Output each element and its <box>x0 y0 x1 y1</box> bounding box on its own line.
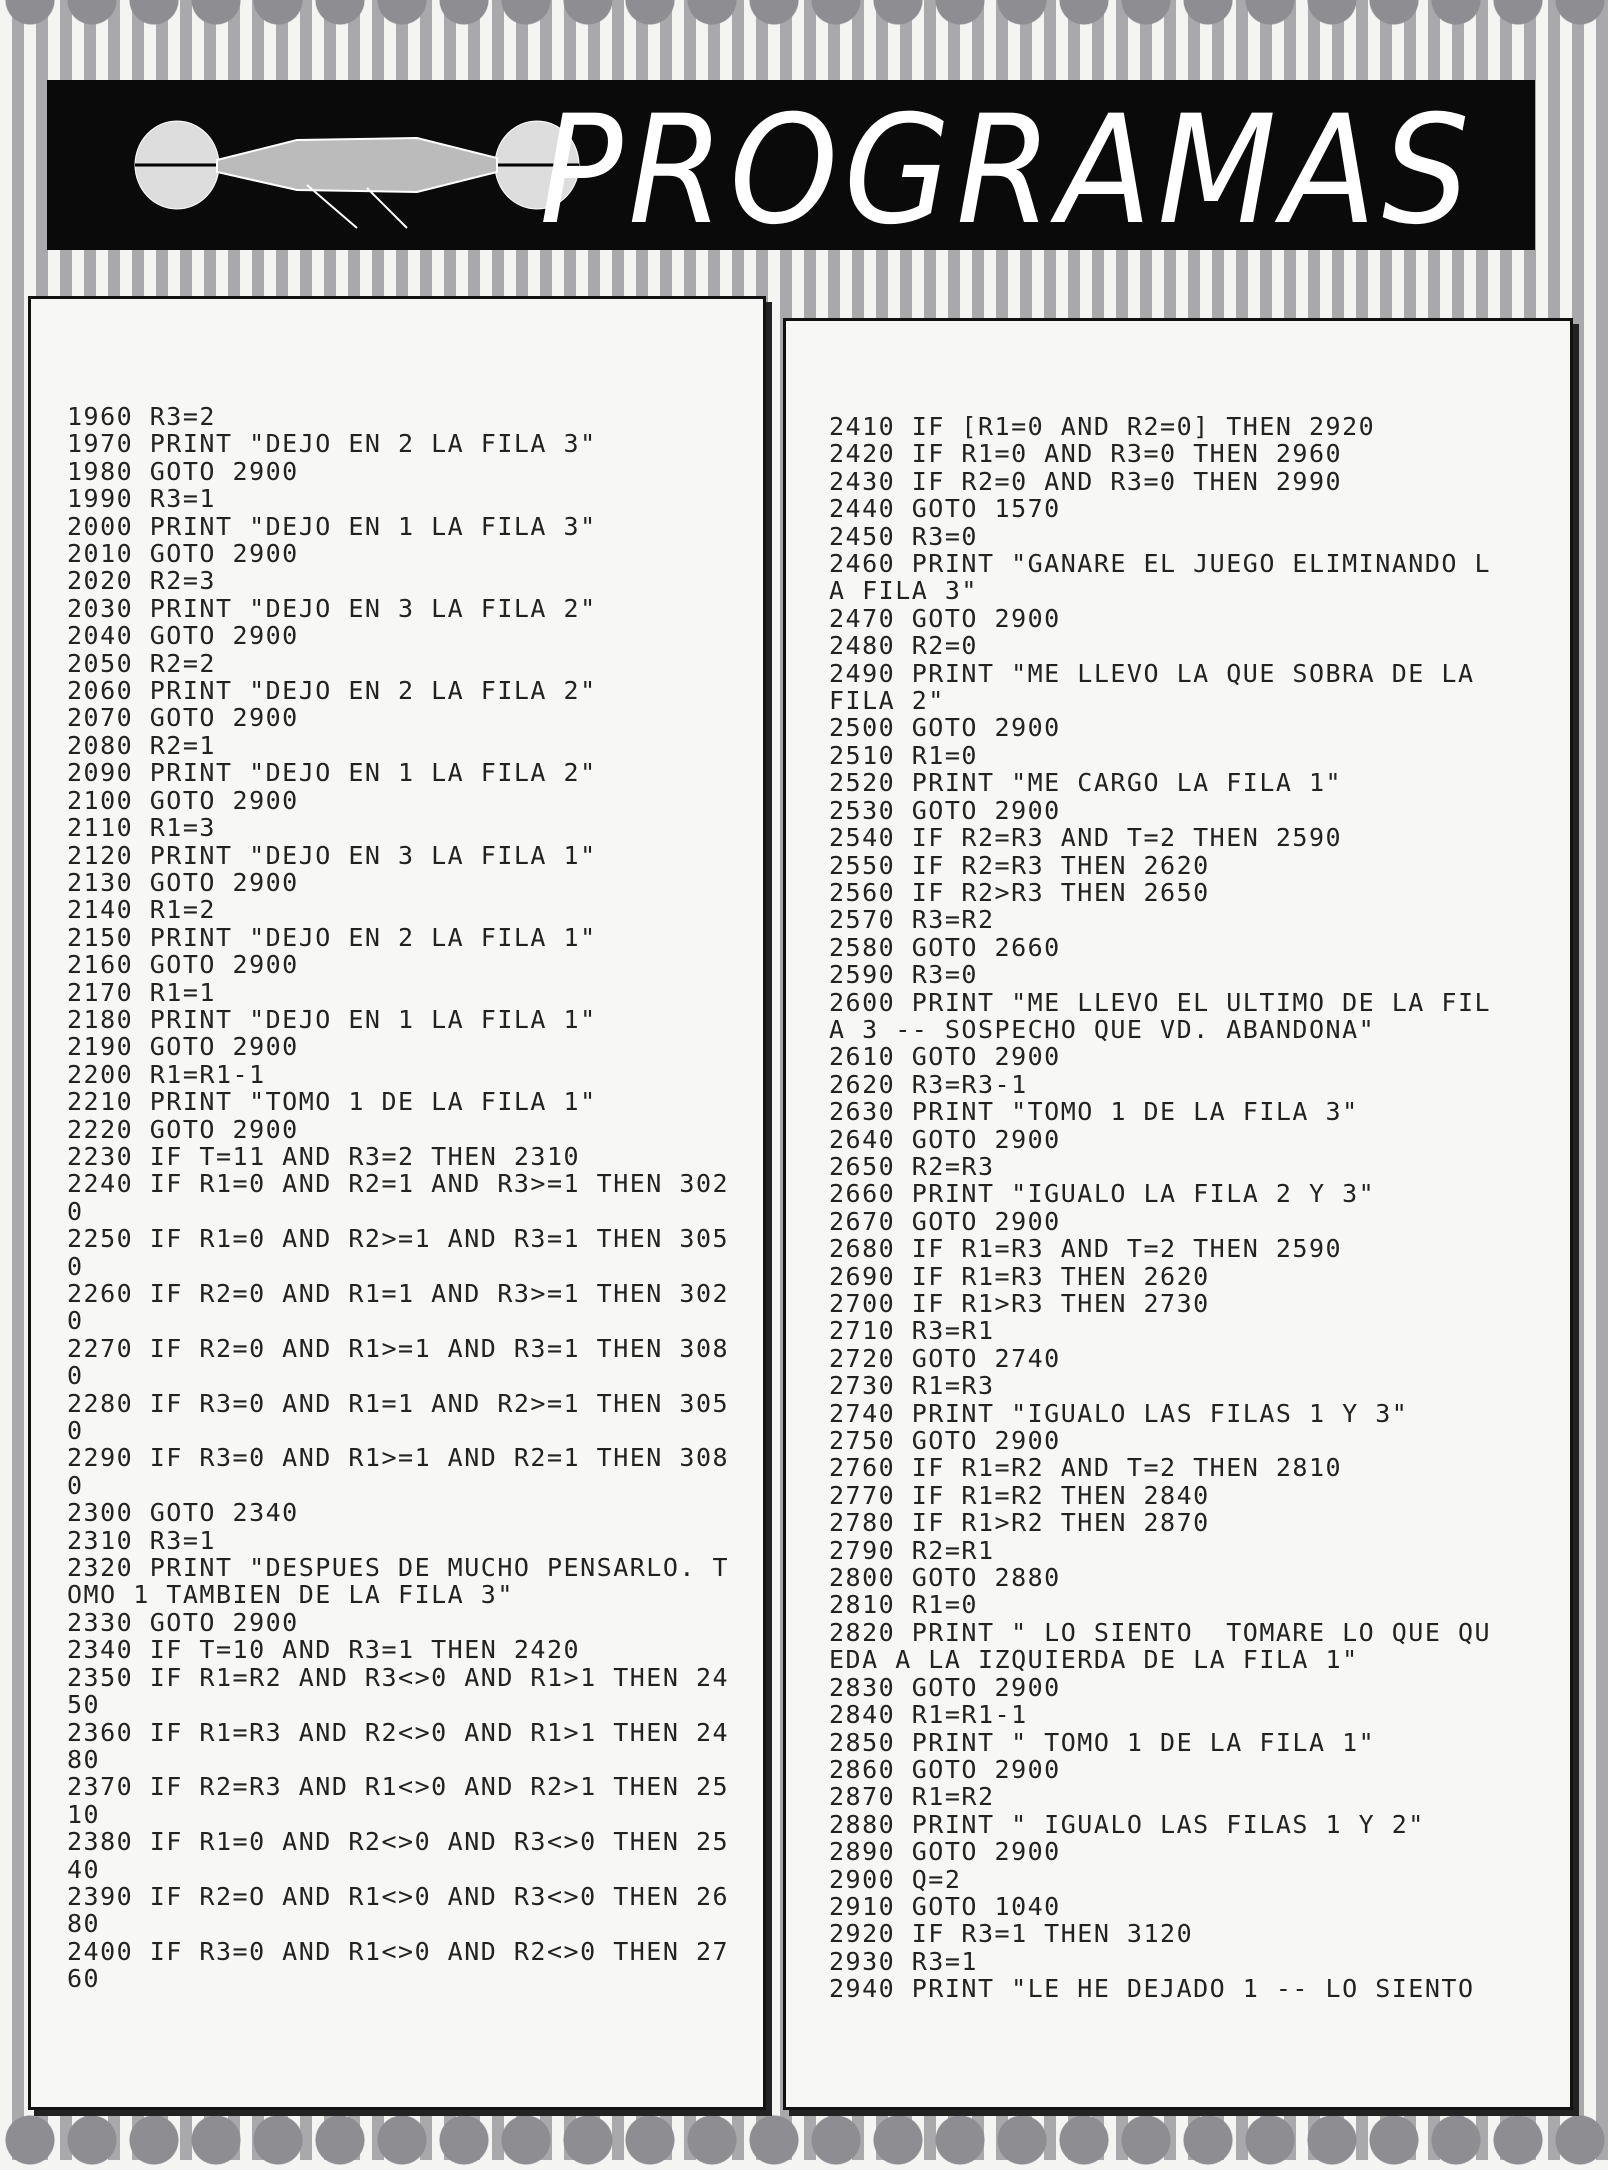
code-line: 2420 IF R1=0 AND R3=0 THEN 2960 <box>829 439 1343 469</box>
code-line: 2580 GOTO 2660 <box>829 932 1061 962</box>
code-line: 2750 GOTO 2900 <box>829 1426 1061 1456</box>
code-line: 2450 R3=0 <box>829 521 978 551</box>
code-line: 2790 R2=R1 <box>829 1535 995 1565</box>
code-line: 2200 R1=R1-1 <box>67 1059 266 1089</box>
code-line: 2770 IF R1=R2 THEN 2840 <box>829 1480 1210 1510</box>
code-line: 2920 IF R3=1 THEN 3120 <box>829 1919 1194 1949</box>
code-line: 80 <box>67 1744 101 1774</box>
code-line: 2850 PRINT " TOMO 1 DE LA FILA 1" <box>829 1727 1376 1757</box>
code-line: 2680 IF R1=R3 AND T=2 THEN 2590 <box>829 1234 1343 1264</box>
code-line: FILA 2" <box>829 686 945 716</box>
code-line: 2350 IF R1=R2 AND R3<>0 AND R1>1 THEN 24 <box>67 1662 730 1692</box>
code-line: 2250 IF R1=0 AND R2>=1 AND R3=1 THEN 305 <box>67 1224 730 1254</box>
code-line: 2500 GOTO 2900 <box>829 713 1061 743</box>
code-line: 0 <box>67 1361 84 1391</box>
code-line: 1960 R3=2 <box>67 402 216 431</box>
code-line: OMO 1 TAMBIEN DE LA FILA 3" <box>67 1580 514 1610</box>
code-line: 2030 PRINT "DEJO EN 3 LA FILA 2" <box>67 593 597 623</box>
code-line: 2140 R1=2 <box>67 895 216 925</box>
code-line: 1990 R3=1 <box>67 484 216 514</box>
code-line: 2480 R2=0 <box>829 631 978 661</box>
code-line: 2860 GOTO 2900 <box>829 1754 1061 1784</box>
code-line: 2550 IF R2=R3 THEN 2620 <box>829 850 1210 880</box>
code-line: 2020 R2=3 <box>67 566 216 596</box>
code-line: 2670 GOTO 2900 <box>829 1206 1061 1236</box>
code-line: 0 <box>67 1306 84 1336</box>
code-line: 2700 IF R1>R3 THEN 2730 <box>829 1289 1210 1318</box>
code-line: 2150 PRINT "DEJO EN 2 LA FILA 1" <box>67 922 597 952</box>
code-line: 2380 IF R1=0 AND R2<>0 AND R3<>0 THEN 25 <box>67 1827 730 1857</box>
code-line: 2170 R1=1 <box>67 977 216 1007</box>
code-line: 2000 PRINT "DEJO EN 1 LA FILA 3" <box>67 511 597 541</box>
code-line: A 3 -- SOSPECHO QUE VD. ABANDONA" <box>829 1014 1376 1044</box>
code-line: 2190 GOTO 2900 <box>67 1032 299 1062</box>
code-line: A FILA 3" <box>829 576 978 606</box>
code-line: 2400 IF R3=0 AND R1<>0 AND R2<>0 THEN 27 <box>67 1936 730 1966</box>
code-line: 1980 GOTO 2900 <box>67 456 299 486</box>
code-line: 0 <box>67 1196 84 1226</box>
code-line: 2640 GOTO 2900 <box>829 1124 1061 1154</box>
code-line: 2510 R1=0 <box>829 740 978 770</box>
code-line: 2820 PRINT " LO SIENTO TOMARE LO QUE QU <box>829 1617 1492 1647</box>
code-line: 2010 GOTO 2900 <box>67 539 299 569</box>
code-line: 2080 R2=1 <box>67 730 216 760</box>
code-line: 2470 GOTO 2900 <box>829 603 1061 633</box>
code-line: 2540 IF R2=R3 AND T=2 THEN 2590 <box>829 823 1343 853</box>
code-line: 2320 PRINT "DESPUES DE MUCHO PENSARLO. T <box>67 1553 730 1583</box>
code-line: 2410 IF [R1=0 AND R2=0] THEN 2920 <box>829 412 1376 441</box>
section-header <box>47 80 1535 258</box>
code-line: 2730 R1=R3 <box>829 1371 995 1401</box>
code-line: 2130 GOTO 2900 <box>67 867 299 897</box>
code-line: 2390 IF R2=O AND R1<>0 AND R3<>0 THEN 26 <box>67 1881 730 1911</box>
code-line: 2210 PRINT "TOMO 1 DE LA FILA 1" <box>67 1087 597 1117</box>
spaceship-illustration <box>117 100 597 230</box>
code-line: 2870 R1=R2 <box>829 1782 995 1812</box>
code-line: 2610 GOTO 2900 <box>829 1042 1061 1072</box>
code-line: 2370 IF R2=R3 AND R1<>0 AND R2>1 THEN 25 <box>67 1772 730 1802</box>
code-line: 0 <box>67 1251 84 1281</box>
code-line: 2490 PRINT "ME LLEVO LA QUE SOBRA DE LA <box>829 658 1475 688</box>
code-line: 2600 PRINT "ME LLEVO EL ULTIMO DE LA FIL <box>829 987 1492 1017</box>
code-line: 50 <box>67 1690 101 1720</box>
code-line: 2340 IF T=10 AND R3=1 THEN 2420 <box>67 1635 581 1665</box>
code-column-left <box>28 296 766 2110</box>
code-line: 2530 GOTO 2900 <box>829 795 1061 825</box>
code-line: 2440 GOTO 1570 <box>829 494 1061 524</box>
code-line: 10 <box>67 1799 101 1829</box>
code-line: 2270 IF R2=0 AND R1>=1 AND R3=1 THEN 308 <box>67 1333 730 1363</box>
top-dot-border <box>0 0 1608 30</box>
code-line: 80 <box>67 1909 101 1939</box>
code-line: 2810 R1=0 <box>829 1590 978 1620</box>
code-line: 2160 GOTO 2900 <box>67 950 299 980</box>
code-line: EDA A LA IZQUIERDA DE LA FILA 1" <box>829 1645 1359 1675</box>
code-line: 2260 IF R2=0 AND R1=1 AND R3>=1 THEN 302 <box>67 1279 730 1308</box>
code-line: 2220 GOTO 2900 <box>67 1114 299 1144</box>
code-line: 2660 PRINT "IGUALO LA FILA 2 Y 3" <box>829 1179 1376 1209</box>
code-line: 2430 IF R2=0 AND R3=0 THEN 2990 <box>829 466 1343 496</box>
code-line: 0 <box>67 1416 84 1446</box>
code-line: 2930 R3=1 <box>829 1946 978 1976</box>
code-line: 2180 PRINT "DEJO EN 1 LA FILA 1" <box>67 1004 597 1034</box>
code-line: 2840 R1=R1-1 <box>829 1700 1028 1730</box>
code-line: 2050 R2=2 <box>67 648 216 678</box>
code-line: 2570 R3=R2 <box>829 905 995 935</box>
code-line: 2330 GOTO 2900 <box>67 1607 299 1637</box>
code-listing-left <box>67 403 729 1993</box>
code-line: 2560 IF R2>R3 THEN 2650 <box>829 877 1210 907</box>
code-line: 2760 IF R1=R2 AND T=2 THEN 2810 <box>829 1453 1343 1483</box>
code-line: 2720 GOTO 2740 <box>829 1343 1061 1373</box>
code-line: 2280 IF R3=0 AND R1=1 AND R2>=1 THEN 305 <box>67 1388 730 1418</box>
code-line: 2890 GOTO 2900 <box>829 1837 1061 1867</box>
code-line: 1970 PRINT "DEJO EN 2 LA FILA 3" <box>67 429 597 459</box>
code-line: 2240 IF R1=0 AND R2=1 AND R3>=1 THEN 302 <box>67 1169 730 1199</box>
code-line: 2650 R2=R3 <box>829 1151 995 1181</box>
code-line: 2520 PRINT "ME CARGO LA FILA 1" <box>829 768 1343 798</box>
code-line: 2060 PRINT "DEJO EN 2 LA FILA 2" <box>67 676 597 706</box>
code-line: 60 <box>67 1964 101 1994</box>
code-line: 2710 R3=R1 <box>829 1316 995 1346</box>
code-line: 2040 GOTO 2900 <box>67 621 299 651</box>
code-line: 2300 GOTO 2340 <box>67 1498 299 1528</box>
code-line: 0 <box>67 1470 84 1500</box>
code-line: 2780 IF R1>R2 THEN 2870 <box>829 1508 1210 1538</box>
code-line: 2800 GOTO 2880 <box>829 1563 1061 1593</box>
code-line: 2690 IF R1=R3 THEN 2620 <box>829 1261 1210 1291</box>
code-line: 2590 R3=0 <box>829 960 978 990</box>
code-line: 2900 Q=2 <box>829 1864 962 1894</box>
code-line: 2110 R1=3 <box>67 813 216 843</box>
code-line: 2910 GOTO 1040 <box>829 1891 1061 1921</box>
code-line: 2120 PRINT "DEJO EN 3 LA FILA 1" <box>67 840 597 870</box>
code-line: 2830 GOTO 2900 <box>829 1672 1061 1702</box>
code-line: 40 <box>67 1854 101 1884</box>
code-line: 2360 IF R1=R3 AND R2<>0 AND R1>1 THEN 24 <box>67 1717 730 1747</box>
code-line: 2620 R3=R3-1 <box>829 1069 1028 1099</box>
code-line: 2230 IF T=11 AND R3=2 THEN 2310 <box>67 1141 581 1171</box>
code-line: 2460 PRINT "GANARE EL JUEGO ELIMINANDO L <box>829 549 1492 579</box>
code-line: 2100 GOTO 2900 <box>67 785 299 815</box>
code-line: 2740 PRINT "IGUALO LAS FILAS 1 Y 3" <box>829 1398 1409 1428</box>
code-line: 2070 GOTO 2900 <box>67 703 299 733</box>
code-line: 2940 PRINT "LE HE DEJADO 1 -- LO SIENTO <box>829 1974 1475 2004</box>
code-line: 2090 PRINT "DEJO EN 1 LA FILA 2" <box>67 758 597 788</box>
page-title: PROGRAMAS <box>539 84 1475 258</box>
bottom-dot-border <box>0 2110 1608 2170</box>
code-column-right <box>783 318 1573 2110</box>
code-line: 2630 PRINT "TOMO 1 DE LA FILA 3" <box>829 1097 1359 1127</box>
code-line: 2310 R3=1 <box>67 1525 216 1555</box>
code-listing-right <box>829 413 1491 2003</box>
code-line: 2880 PRINT " IGUALO LAS FILAS 1 Y 2" <box>829 1809 1425 1839</box>
code-line: 2290 IF R3=0 AND R1>=1 AND R2=1 THEN 308 <box>67 1443 730 1473</box>
